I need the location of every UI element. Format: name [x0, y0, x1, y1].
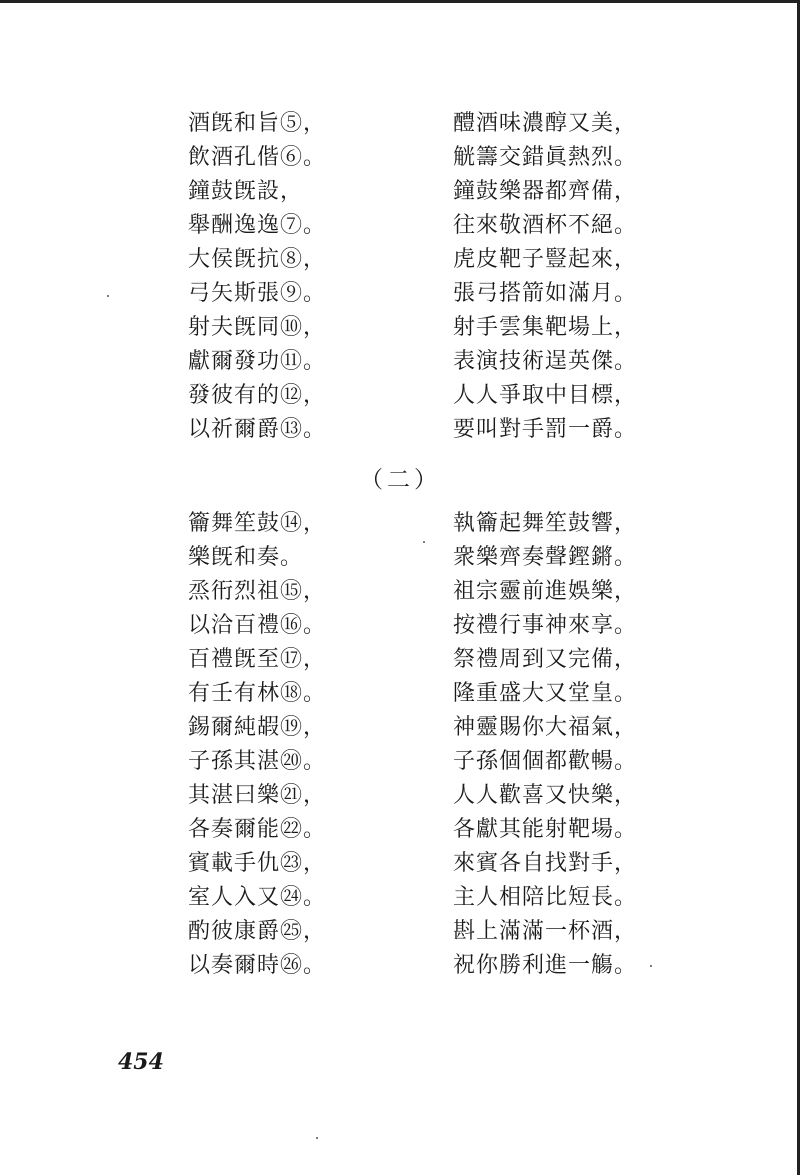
translation-line: 神靈賜你大福氣， — [453, 715, 638, 740]
section2-translation-column — [453, 507, 637, 983]
scan-speck — [423, 541, 425, 543]
translation-line: 虎皮靶子豎起來， — [453, 247, 638, 272]
poem-line: 射夫旣同⑩， — [188, 315, 327, 340]
poem-line: 烝衎烈祖⑮， — [188, 579, 327, 604]
translation-line: 祖宗靈前進娛樂， — [453, 579, 638, 604]
poem-line: 樂旣和奏。 — [188, 545, 304, 570]
translation-line: 按禮行事神來享。 — [453, 613, 638, 638]
translation-line: 主人相陪比短長。 — [453, 885, 638, 910]
translation-line: 張弓搭箭如滿月。 — [453, 281, 638, 306]
poem-line: 舉酬逸逸⑦。 — [188, 213, 327, 238]
poem-line: 室人入又㉔。 — [188, 885, 327, 910]
poem-line: 其湛曰樂㉑， — [188, 783, 327, 808]
translation-line: 隆重盛大又堂皇。 — [453, 681, 638, 706]
section1-translation-column — [453, 107, 637, 447]
poem-line: 獻爾發功⑪。 — [188, 349, 327, 374]
scan-speck — [107, 295, 109, 297]
translation-line: 鐘鼓樂器都齊備， — [453, 179, 638, 204]
poem-line: 大侯旣抗⑧， — [188, 247, 327, 272]
translation-line: 來賓各自找對手， — [453, 851, 638, 876]
translation-line: 祝你勝利進一觴。 — [453, 953, 638, 978]
poem-line: 發彼有的⑫， — [188, 383, 327, 408]
poem-line: 籥舞笙鼓⑭， — [188, 511, 327, 536]
poem-line: 百禮旣至⑰， — [188, 647, 327, 672]
translation-line: 射手雲集靶場上， — [453, 315, 638, 340]
poem-line: 子孫其湛⑳。 — [188, 749, 327, 774]
poem-line: 酌彼康爵㉕， — [188, 919, 327, 944]
section1-original-column — [188, 107, 326, 447]
poem-line: 各奏爾能㉒。 — [188, 817, 327, 842]
poem-line: 以奏爾時㉖。 — [188, 953, 327, 978]
poem-line: 飲酒孔偕⑥。 — [188, 145, 327, 170]
translation-line: 表演技術逞英傑。 — [453, 349, 638, 374]
translation-line: 觥籌交錯眞熱烈。 — [453, 145, 638, 170]
translation-line: 往來敬酒杯不絕。 — [453, 213, 638, 238]
translation-line: 子孫個個都歡暢。 — [453, 749, 638, 774]
section2-original-column — [188, 507, 326, 983]
poem-line: 酒旣和旨⑤， — [188, 111, 327, 136]
poem-line: 賓載手仇㉓， — [188, 851, 327, 876]
page-number: 454 — [118, 1049, 164, 1075]
scan-speck — [650, 965, 652, 967]
translation-line: 醴酒味濃醇又美， — [453, 111, 638, 136]
translation-line: 衆樂齊奏聲鏗鏘。 — [453, 545, 638, 570]
poem-line: 錫爾純嘏⑲， — [188, 715, 327, 740]
section-heading: （二） — [360, 467, 441, 493]
translation-line: 斟上滿滿一杯酒， — [453, 919, 638, 944]
poem-line: 弓矢斯張⑨。 — [188, 281, 327, 306]
scan-speck — [316, 1137, 318, 1139]
poem-line: 以祈爾爵⑬。 — [188, 417, 327, 442]
poem-line: 鐘鼓旣設， — [188, 179, 304, 204]
translation-line: 祭禮周到又完備， — [453, 647, 638, 672]
translation-line: 各獻其能射靶場。 — [453, 817, 638, 842]
poem-line: 以洽百禮⑯。 — [188, 613, 327, 638]
translation-line: 人人爭取中目標， — [453, 383, 638, 408]
top-border-rule — [0, 0, 800, 3]
translation-line: 執籥起舞笙鼓響， — [453, 511, 638, 536]
translation-line: 要叫對手罰一爵。 — [453, 417, 638, 442]
translation-line: 人人歡喜又快樂， — [453, 783, 638, 808]
poem-line: 有壬有林⑱。 — [188, 681, 327, 706]
